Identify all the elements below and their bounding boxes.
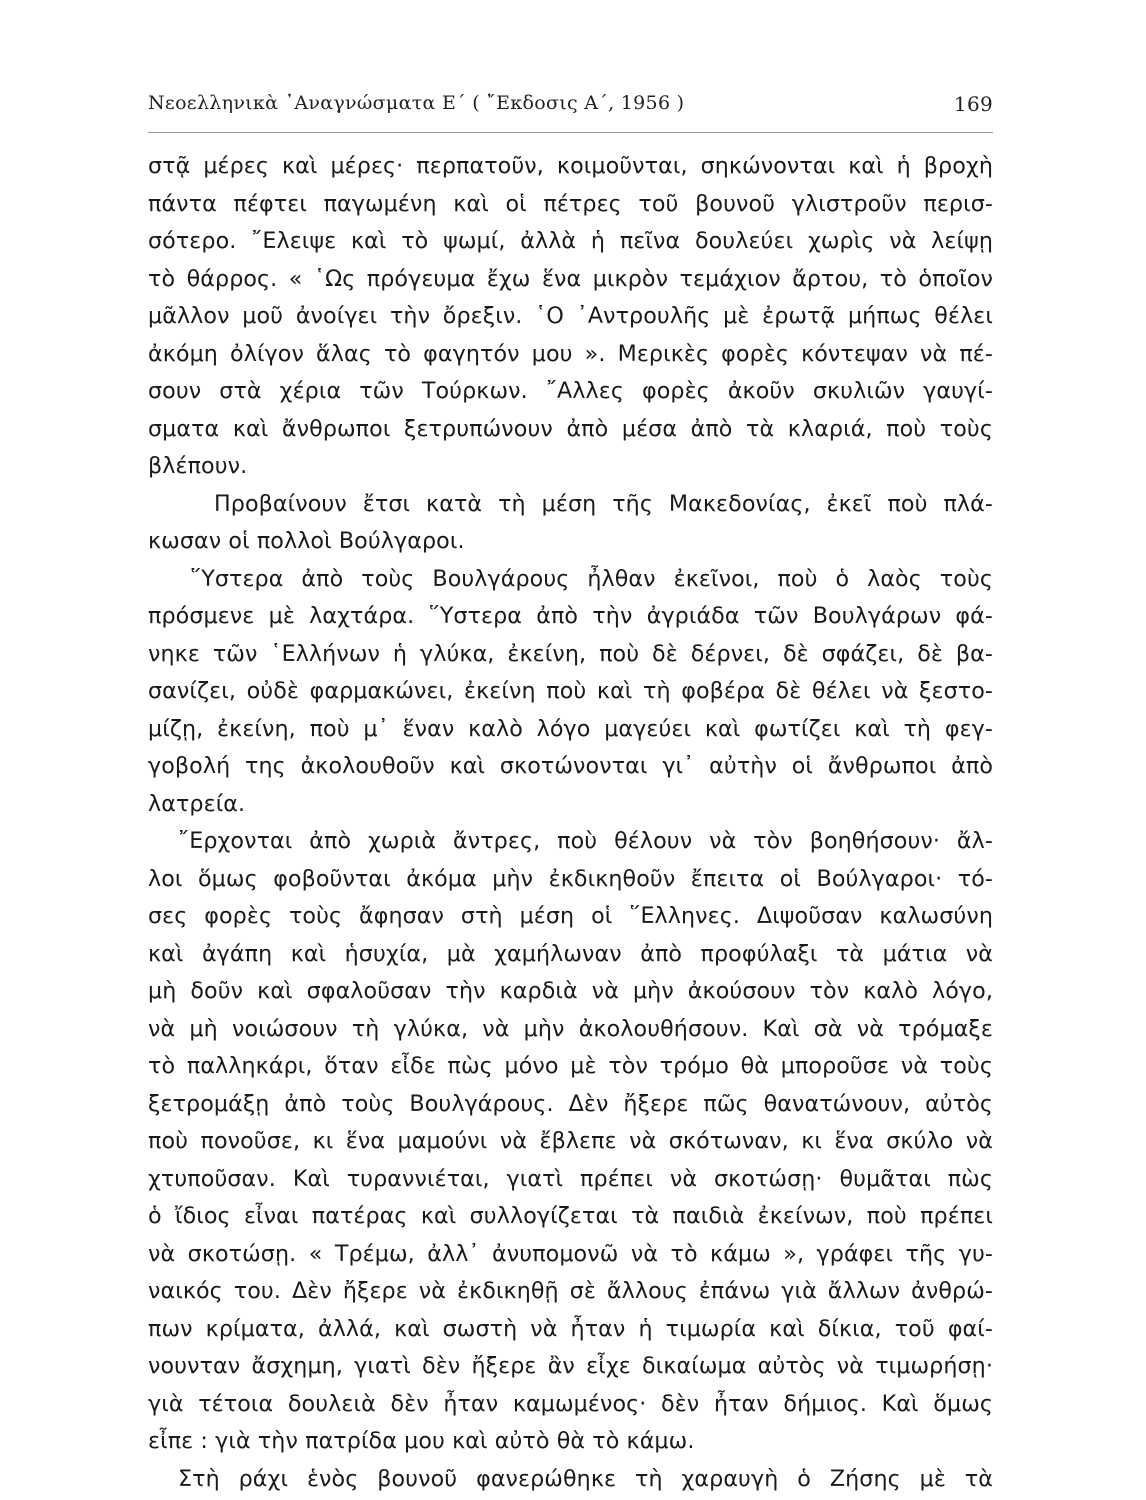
text-line: μίζῃ, ἐκείνη, ποὺ μ᾿ ἕναν καλὸ λόγο μαγεύει καὶ φωτίζει καὶ τὴ φεγ-: [148, 715, 993, 742]
text-line: σότερο. ῎Ελειψε καὶ τὸ ψωμί, ἀλλὰ ἡ πεῖνα δουλεύει χωρὶς νὰ λείψῃ: [148, 228, 993, 254]
text-line: στᾷ μέρες καὶ μέρες· περπατοῦν, κοιμοῦνται, σηκώνονται καὶ ἡ βροχὴ: [148, 153, 993, 179]
paragraph-first-line: ῞Υστερα ἀπὸ τοὺς Βουλγάρους ἦλθαν ἐκεῖνοι, ποὺ ὁ λαὸς τοὺς: [190, 565, 993, 592]
text-line: τὸ θάρρος. « ῾Ως πρόγευμα ἔχω ἕνα μικρὸν τεμάχιον ἄρτου, τὸ ὁποῖον: [148, 265, 993, 292]
text-line: ξετρομάξῃ ἀπὸ τοὺς Βουλγάρους. Δὲν ἤξερε πῶς θανατώνουν, αὐτὸς: [148, 1090, 993, 1117]
text-line: νὰ μὴ νοιώσουν τὴ γλύκα, νὰ μὴν ἀκολουθήσουν. Καὶ σὰ νὰ τρόμαξε: [148, 1015, 993, 1042]
paragraph-first-line: Προβαίνουν ἔτσι κατὰ τὴ μέση τῆς Μακεδονίας, ἐκεῖ ποὺ πλά-: [214, 490, 993, 517]
text-line: σουν στὰ χέρια τῶν Τούρκων. ῎Αλλες φορὲς ἀκοῦν σκυλιῶν γαυγί-: [148, 378, 993, 404]
text-line: βλέπουν.: [148, 453, 248, 479]
text-line: νουνταν ἄσχημη, γιατὶ δὲν ἤξερε ἂν εἶχε δικαίωμα αὐτὸς νὰ τιμωρήσῃ·: [148, 1353, 993, 1379]
paragraph-first-line: Στὴ ράχι ἑνὸς βουνοῦ φανερώθηκε τὴ χαραυγὴ ὁ Ζήσης μὲ τὰ: [178, 1465, 993, 1492]
text-line: νηκε τῶν ῾Ελλήνων ἡ γλύκα, ἐκείνη, ποὺ δὲ δέρνει, δὲ σφάζει, δὲ βα-: [148, 640, 993, 667]
running-head: [148, 92, 993, 122]
text-line: λατρεία.: [148, 790, 246, 817]
header-rule: [148, 132, 993, 133]
text-line: ναικός του. Δὲν ἤξερε νὰ ἐκδικηθῇ σὲ ἄλλους ἐπάνω γιὰ ἄλλων ἀνθρώ-: [148, 1278, 993, 1304]
text-line: ποὺ πονοῦσε, κι ἕνα μαμούνι νὰ ἔβλεπε νὰ σκότωναν, κι ἕνα σκύλο νὰ: [148, 1128, 993, 1154]
text-line: πων κρίματα, ἀλλά, καὶ σωστὴ νὰ ἦταν ἡ τιμωρία καὶ δίκια, τοῦ φαί-: [148, 1315, 993, 1342]
text-line: γιὰ τέτοια δουλειὰ δὲν ἦταν καμωμένος· δὲν ἦταν δήμιος. Καὶ ὅμως: [148, 1390, 993, 1417]
text-line: σματα καὶ ἄνθρωποι ξετρυπώνουν ἀπὸ μέσα ἀπὸ τὰ κλαριά, ποὺ τοὺς: [148, 415, 993, 442]
text-line: γοβολή της ἀκολουθοῦν καὶ σκοτώνονται γι᾿ αὐτὴν οἱ ἄνθρωποι ἀπὸ: [148, 753, 993, 779]
text-line: λοι ὅμως φοβοῦνται ἀκόμα μὴν ἐκδικηθοῦν ἔπειτα οἱ Βούλγαροι· τό-: [148, 865, 993, 892]
text-line: πάντα πέφτει παγωμένη καὶ οἱ πέτρες τοῦ βουνοῦ γλιστροῦν περισ-: [148, 190, 993, 217]
text-line: κωσαν οἱ πολλοὶ Βούλγαροι.: [148, 528, 465, 554]
text-line: μᾶλλον μοῦ ἀνοίγει τὴν ὄρεξιν. ῾Ο ᾿Αντρουλῆς μὲ ἐρωτᾷ μήπως θέλει: [148, 303, 993, 329]
text-line: σανίζει, οὐδὲ φαρμακώνει, ἐκείνη ποὺ καὶ τὴ φοβέρα δὲ θέλει νὰ ξεστο-: [148, 678, 993, 704]
page-number: 169: [953, 92, 993, 116]
text-line: καὶ ἀγάπη καὶ ἡσυχία, μὰ χαμήλωναν ἀπὸ προφύλαξι τὰ μάτια νὰ: [148, 940, 993, 967]
text-line: πρόσμενε μὲ λαχτάρα. ῞Υστερα ἀπὸ τὴν ἀγριάδα τῶν Βουλγάρων φά-: [148, 603, 993, 629]
text-line: χτυποῦσαν. Καὶ τυραννιέται, γιατὶ πρέπει νὰ σκοτώσῃ· θυμᾶται πὼς: [148, 1165, 993, 1192]
text-line: εἶπε : γιὰ τὴν πατρίδα μου καὶ αὐτὸ θὰ τὸ κάμω.: [148, 1428, 695, 1454]
body-text: [148, 148, 993, 1498]
text-line: ὁ ἴδιος εἶναι πατέρας καὶ συλλογίζεται τὰ παιδιὰ ἐκείνων, ποὺ πρέπει: [148, 1203, 993, 1229]
text-line: τὸ παλληκάρι, ὅταν εἶδε πὼς μόνο μὲ τὸν τρόμο θὰ μποροῦσε νὰ τοὺς: [148, 1053, 993, 1079]
text-line: ἀκόμη ὀλίγον ἅλας τὸ φαγητόν μου ». Μερικὲς φορὲς κόντεψαν νὰ πέ-: [148, 340, 993, 367]
running-head-title: Νεοελληνικὰ ᾿Αναγνώσματα Ε΄ ( ῎Εκδοσις Α΄, 1956 ): [148, 92, 685, 114]
text-line: σες φορὲς τοὺς ἄφησαν στὴ μέση οἱ ῞Ελληνες. Διψοῦσαν καλωσύνη: [148, 903, 993, 929]
paragraph-first-line: ῎Ερχονται ἀπὸ χωριὰ ἄντρες, ποὺ θέλουν νὰ τὸν βοηθήσουν· ἄλ-: [178, 828, 993, 854]
text-line: μὴ δοῦν καὶ σφαλοῦσαν τὴν καρδιὰ νὰ μὴν ἀκούσουν τὸν καλὸ λόγο,: [148, 978, 993, 1004]
text-line: νὰ σκοτώσῃ. « Τρέμω, ἀλλ᾿ ἀνυπομονῶ νὰ τὸ κάμω », γράφει τῆς γυ-: [148, 1240, 993, 1267]
